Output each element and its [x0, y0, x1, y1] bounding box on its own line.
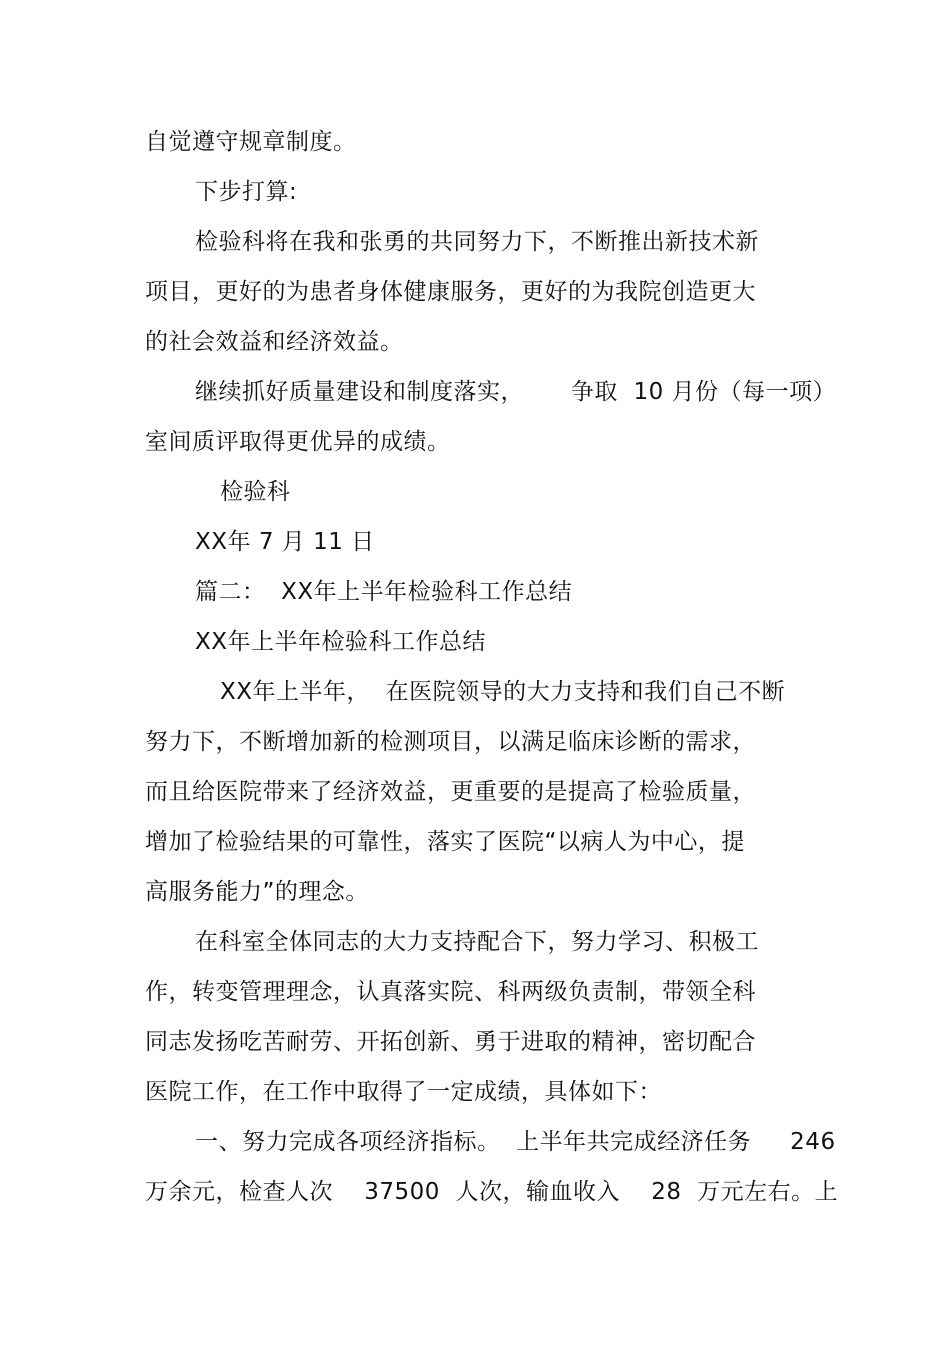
- text-line-21: 一、努力完成各项经济指标。 上半年共完成经济任务 246: [195, 1129, 836, 1155]
- text-line-20: 医院工作，在工作中取得了一定成绩，具体如下：: [145, 1079, 662, 1105]
- text-line-3: 检验科将在我和张勇的共同努力下，不断推出新技术新: [195, 229, 759, 255]
- text-line-5: 的社会效益和经济效益。: [145, 329, 404, 355]
- text-line-17: 在科室全体同志的大力支持配合下，努力学习、积极工: [195, 929, 759, 955]
- text-line-7: 室间质评取得更优异的成绩。: [145, 429, 451, 455]
- text-line-18: 作，转变管理理念，认真落实院、科两级负责制，带领全科: [145, 979, 756, 1005]
- text-line-22: 万余元，检查人次 37500 人次，输血收入 28 万元左右。上: [145, 1179, 839, 1205]
- text-line-19: 同志发扬吃苦耐劳、开拓创新、勇于进取的精神，密切配合: [145, 1029, 756, 1055]
- text-line-13: 努力下，不断增加新的检测项目，以满足临床诊断的需求，: [145, 729, 756, 755]
- text-line-10: 篇二： XX年上半年检验科工作总结: [195, 579, 573, 605]
- text-line-8: 检验科: [220, 479, 291, 505]
- text-line-4: 项目，更好的为患者身体健康服务，更好的为我院创造更大: [145, 279, 756, 305]
- text-line-2: 下步打算:: [195, 179, 298, 205]
- text-line-9: XX年 7 月 11 日: [195, 529, 375, 555]
- text-line-12: XX年上半年， 在医院领导的大力支持和我们自己不断: [220, 679, 786, 705]
- text-line-14: 而且给医院带来了经济效益，更重要的是提高了检验质量，: [145, 779, 756, 805]
- text-line-11: XX年上半年检验科工作总结: [195, 629, 487, 655]
- text-line-6: 继续抓好质量建设和制度落实， 争取 10 月份（每一项）: [195, 379, 837, 405]
- text-line-16: 高服务能力”的理念。: [145, 879, 369, 905]
- text-line-15: 增加了检验结果的可靠性，落实了医院“以病人为中心，提: [145, 829, 745, 855]
- text-line-1: 自觉遵守规章制度。: [145, 129, 357, 155]
